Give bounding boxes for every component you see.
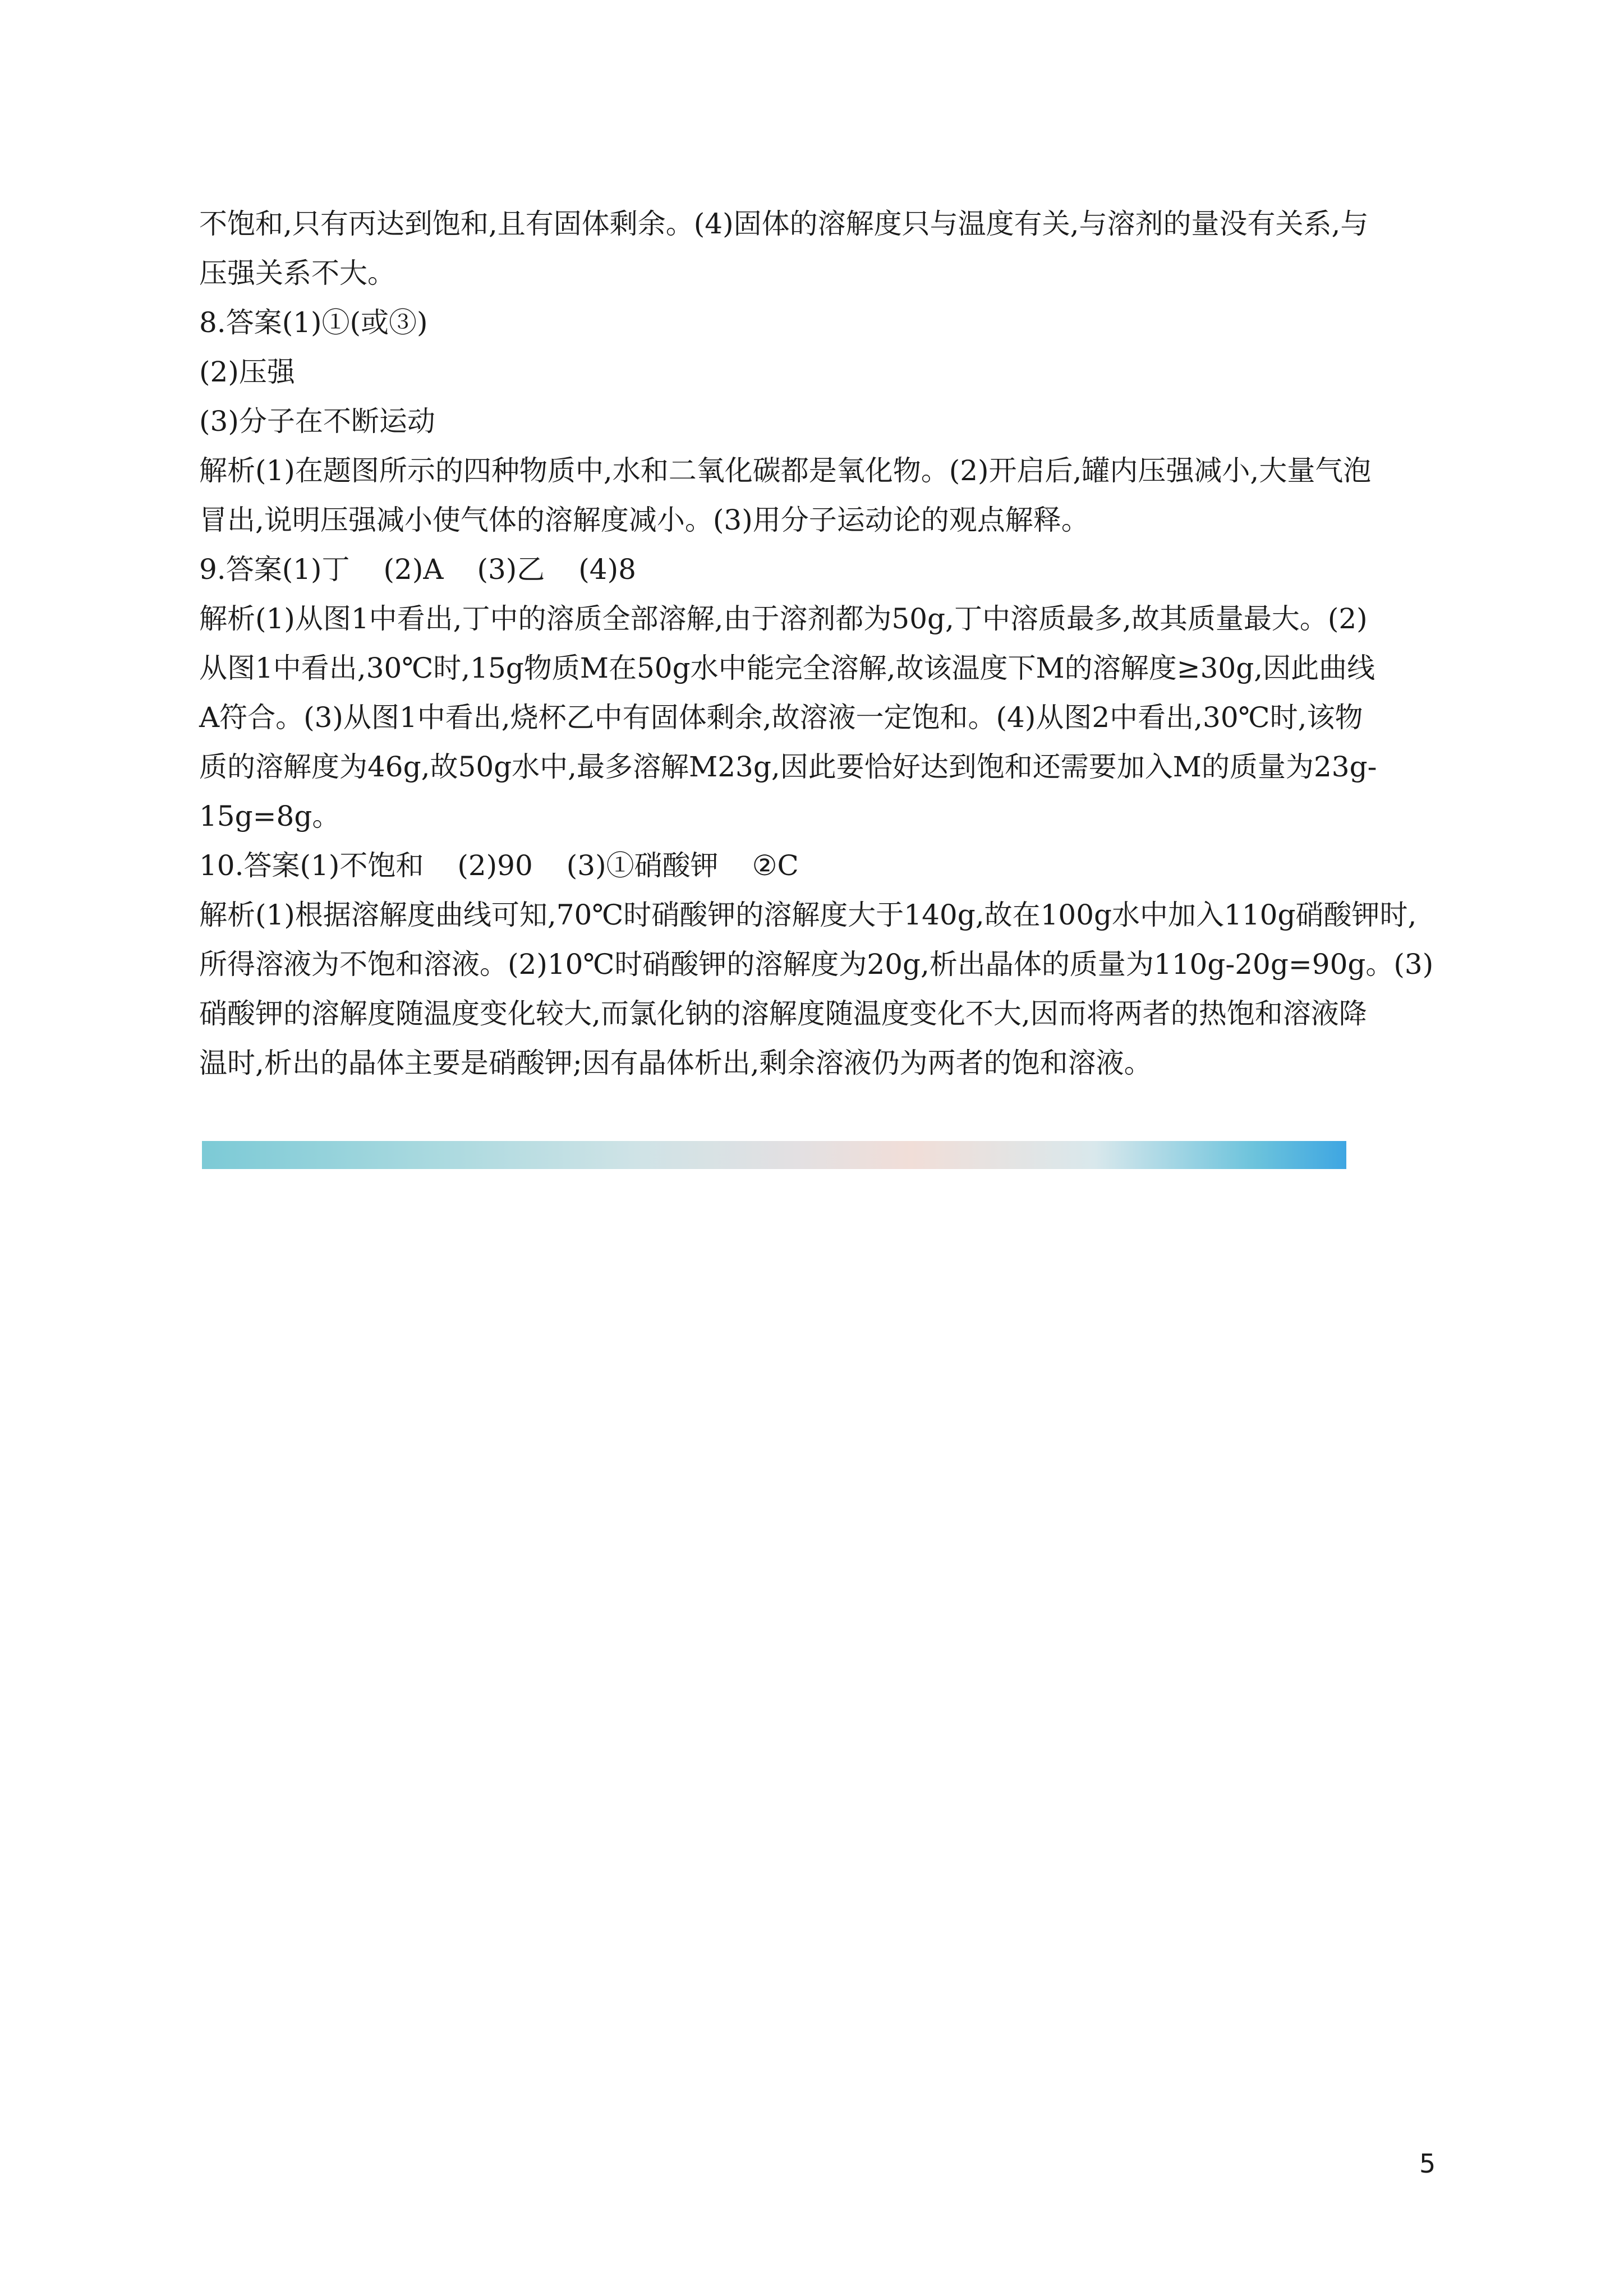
text-line: 温时,析出的晶体主要是硝酸钾;因有晶体析出,剩余溶液仍为两者的饱和溶液。 bbox=[199, 1047, 1152, 1079]
text-line: 硝酸钾的溶解度随温度变化较大,而氯化钠的溶解度随温度变化不大,因而将两者的热饱和溶液降 bbox=[199, 997, 1367, 1030]
answer-9-part-1: 9.答案(1)丁 bbox=[199, 553, 350, 586]
text-line: 解析(1)从图1中看出,丁中的溶质全部溶解,由于溶剂都为50g,丁中溶质最多,故其质量最大。(2) bbox=[199, 602, 1368, 635]
document-body bbox=[199, 199, 1456, 1088]
answer-8-heading: 8.答案(1)①(或③) bbox=[199, 306, 428, 339]
text-line: 不饱和,只有丙达到饱和,且有固体剩余。(4)固体的溶解度只与温度有关,与溶剂的量没有关系,与 bbox=[199, 208, 1369, 240]
answer-10-part-2: (2)90 bbox=[457, 849, 533, 882]
answer-9-heading bbox=[199, 545, 1456, 594]
text-line: 15g=8g。 bbox=[199, 800, 341, 832]
answer-9-part-4: (4)8 bbox=[578, 553, 636, 586]
text-line: 解析(1)在题图所示的四种物质中,水和二氧化碳都是氧化物。(2)开启后,罐内压强减小,大量气泡 bbox=[199, 454, 1372, 487]
text-line: 冒出,说明压强减小使气体的溶解度减小。(3)用分子运动论的观点解释。 bbox=[199, 504, 1089, 536]
answer-10-part-4: ②C bbox=[752, 849, 799, 882]
text-line: A符合。(3)从图1中看出,烧杯乙中有固体剩余,故溶液一定饱和。(4)从图2中看出,30℃时,该物 bbox=[199, 701, 1363, 734]
text-line: 压强关系不大。 bbox=[199, 257, 395, 289]
answer-9-part-2: (2)A bbox=[383, 553, 444, 586]
text-line: 从图1中看出,30℃时,15g物质M在50g水中能完全溶解,故该温度下M的溶解度≥30g,因此曲线 bbox=[199, 652, 1375, 684]
text-line: 解析(1)根据溶解度曲线可知,70℃时硝酸钾的溶解度大于140g,故在100g水中加入110g硝酸钾时, bbox=[199, 899, 1417, 931]
page-number: 5 bbox=[1419, 2148, 1436, 2179]
text-line: 所得溶液为不饱和溶液。(2)10℃时硝酸钾的溶解度为20g,析出晶体的质量为110g-20g=90g。(3) bbox=[199, 948, 1434, 981]
answer-10-heading bbox=[199, 841, 1456, 890]
answer-9-part-3: (3)乙 bbox=[477, 553, 545, 586]
decorative-gradient-bar bbox=[202, 1141, 1346, 1169]
text-line: 质的溶解度为46g,故50g水中,最多溶解M23g,因此要恰好达到饱和还需要加入M的质量为23g- bbox=[199, 751, 1377, 783]
answer-10-part-3: (3)①硝酸钾 bbox=[566, 849, 719, 882]
answer-8-part-3: (3)分子在不断运动 bbox=[199, 405, 435, 438]
answer-8-part-2: (2)压强 bbox=[199, 356, 295, 388]
answer-10-part-1: 10.答案(1)不饱和 bbox=[199, 849, 424, 882]
